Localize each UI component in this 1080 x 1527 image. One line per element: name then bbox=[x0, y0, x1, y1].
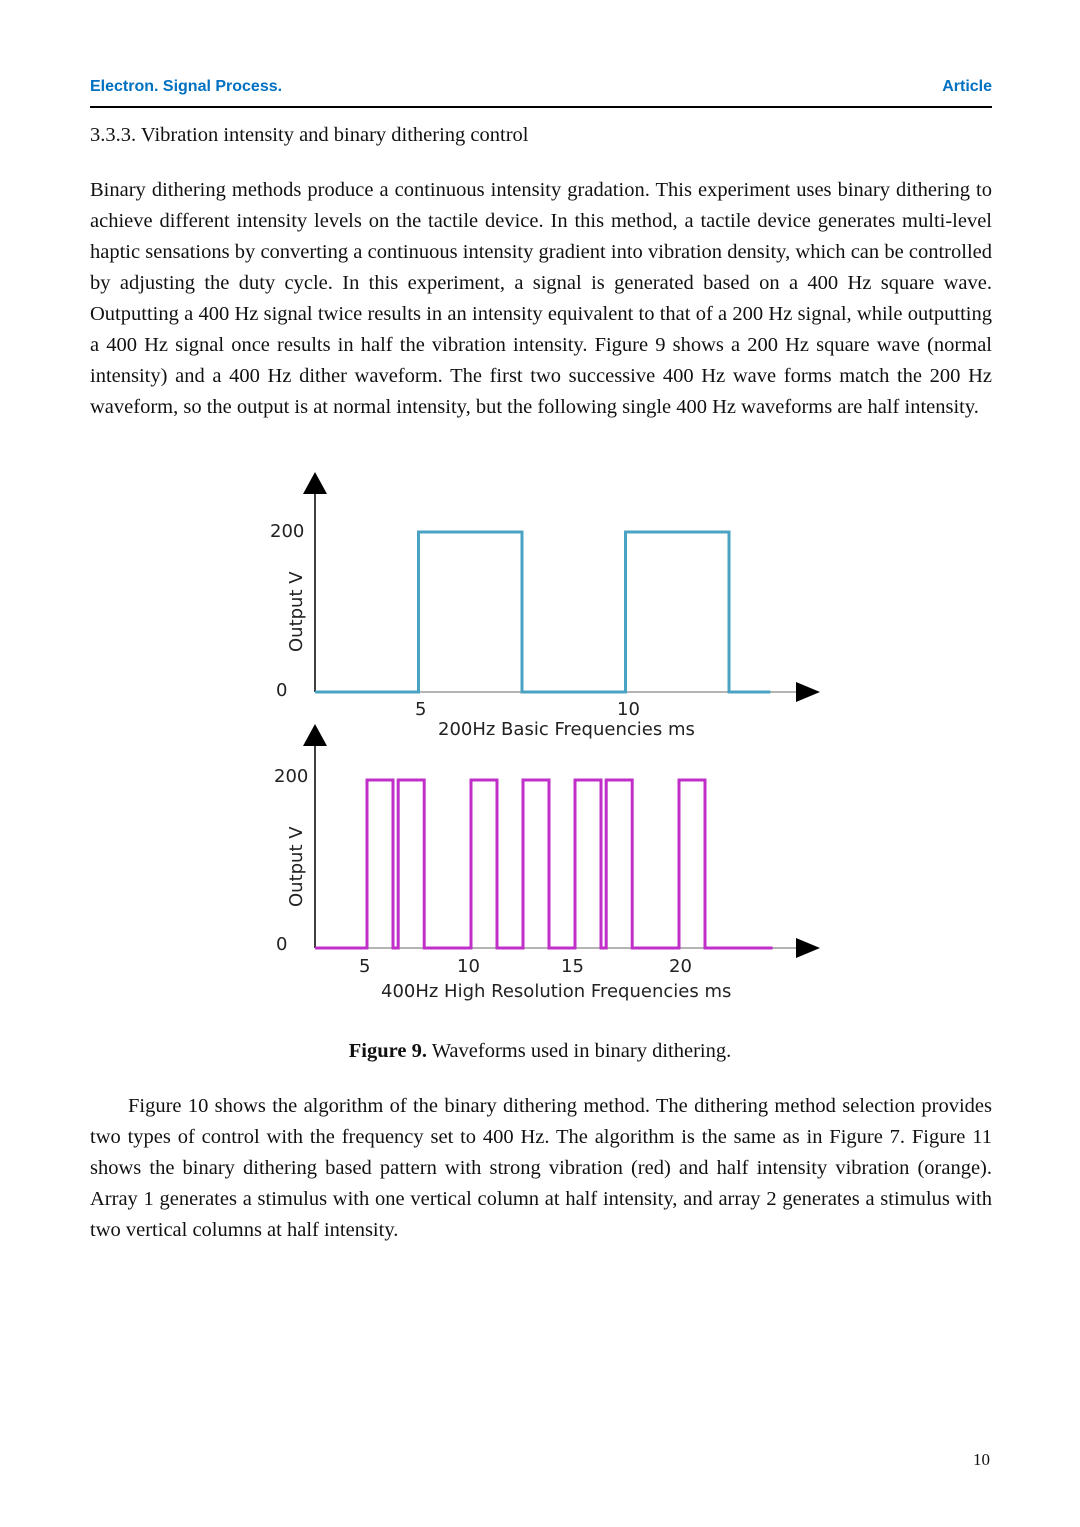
figure-caption bbox=[0, 1040, 1080, 1063]
bottom-ytick-0: 0 bbox=[276, 934, 288, 955]
bottom-xtick-10: 10 bbox=[457, 956, 480, 977]
bottom-ytick-200: 200 bbox=[274, 766, 309, 787]
caption-label: Figure 9. bbox=[348, 1040, 427, 1062]
section-title: 3.3.3. Vibration intensity and binary dithering control bbox=[90, 124, 529, 146]
top-x-axis-arrow bbox=[796, 682, 820, 702]
top-ylabel: Output V bbox=[286, 571, 307, 652]
journal-name: Electron. Signal Process. bbox=[90, 78, 283, 95]
bottom-xlabel: 400Hz High Resolution Frequencies ms bbox=[381, 981, 732, 1002]
chart-bottom bbox=[274, 724, 820, 1002]
bottom-xtick-5: 5 bbox=[359, 956, 371, 977]
bottom-xtick-15: 15 bbox=[561, 956, 584, 977]
top-ytick-0: 0 bbox=[276, 680, 288, 701]
page-header bbox=[90, 76, 992, 108]
caption-text: Waveforms used in binary dithering. bbox=[426, 1040, 732, 1062]
top-y-axis-arrow bbox=[303, 472, 327, 494]
waveform-chart bbox=[250, 462, 840, 1022]
top-xtick-10: 10 bbox=[617, 699, 640, 720]
chart-top bbox=[270, 472, 820, 740]
article-type: Article bbox=[942, 78, 992, 95]
top-xlabel: 200Hz Basic Frequencies ms bbox=[438, 719, 695, 740]
page-number: 10 bbox=[973, 1450, 990, 1469]
bottom-waveform-400hz bbox=[315, 780, 773, 948]
bottom-ylabel: Output V bbox=[286, 826, 307, 907]
top-ytick-200: 200 bbox=[270, 521, 305, 542]
body-paragraph-1: Binary dithering methods produce a continuous intensity gradation. This experiment uses binary dithering to achieve different intensity levels on the tactile device. In this method, a tactile device generates multi-level haptic sensations by converting a continuous intensity gradient into vibration density, which can be controlled by adjusting the duty cycle. In this experiment, a signal is generated based on a 400 Hz square wave. Outputting a 400 Hz signal twice results in an intensity equivalent to that of a 200 Hz signal, while outputting a 400 Hz signal once results in half the vibration intensity. Figure 9 shows a 200 Hz square wave (normal intensity) and a 400 Hz dither waveform. The first two successive 400 Hz wave forms match the 200 Hz waveform, so the output is at normal intensity, but the following single 400 Hz waveforms are half intensity. bbox=[90, 179, 992, 418]
top-waveform-200hz bbox=[315, 532, 770, 692]
bottom-y-axis-arrow bbox=[303, 724, 327, 746]
bottom-xtick-20: 20 bbox=[669, 956, 692, 977]
body-paragraph-2: Figure 10 shows the algorithm of the binary dithering method. The dithering method selection provides two types of control with the frequency set to 400 Hz. The algorithm is the same as in Figure 7. Figure 11 shows the binary dithering based pattern with strong vibration (red) and half intensity vibration (orange). Array 1 generates a stimulus with one vertical column at half intensity, and array 2 generates a stimulus with two vertical columns at half intensity. bbox=[90, 1095, 992, 1241]
bottom-x-axis-arrow bbox=[796, 938, 820, 958]
top-xtick-5: 5 bbox=[415, 699, 427, 720]
figure-9 bbox=[250, 462, 840, 1022]
